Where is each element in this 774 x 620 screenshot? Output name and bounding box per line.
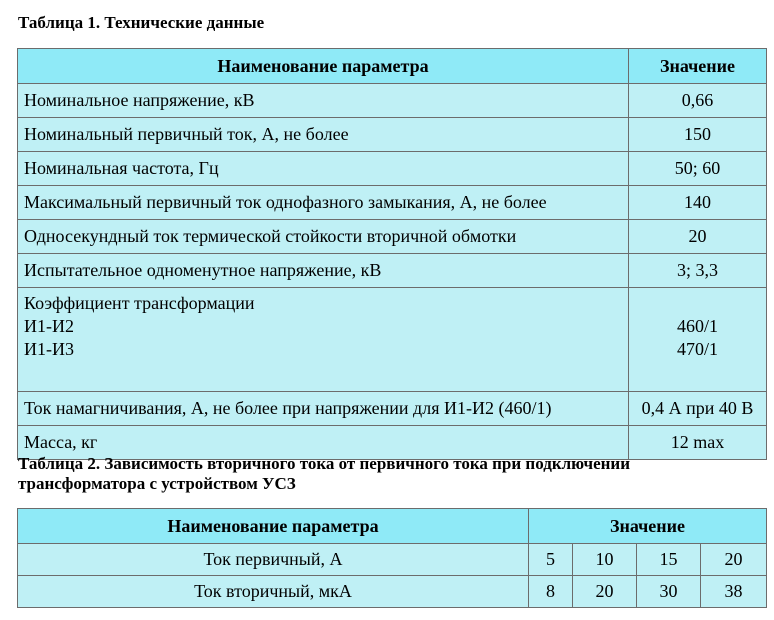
ratio-title: Коэффициент трансформации: [24, 293, 255, 313]
ratio-value-cell: [629, 288, 767, 392]
value-cell: 12 max: [629, 426, 767, 460]
param-cell: Максимальный первичный ток однофазного замыкания, А, не более: [18, 186, 629, 220]
table2-header-row: [18, 509, 767, 544]
value-cell: 50; 60: [629, 152, 767, 186]
table-row: [18, 392, 767, 426]
table1-caption: Таблица 1. Технические данные: [18, 13, 265, 32]
table2-header-value: Значение: [529, 509, 767, 544]
param-cell: Номинальное напряжение, кВ: [18, 84, 629, 118]
param-cell: Ток намагничивания, А, не более при напряжении для И1-И2 (460/1): [18, 392, 629, 426]
value-cell: 20: [629, 220, 767, 254]
param-cell: Односекундный ток термической стойкости вторичной обмотки: [18, 220, 629, 254]
ratio-param-cell: [18, 288, 629, 392]
value-cell: 38: [701, 576, 767, 608]
param-cell: Испытательное одноменутное напряжение, кВ: [18, 254, 629, 288]
table-row: [18, 152, 767, 186]
value-cell: 8: [529, 576, 573, 608]
table-row: [18, 576, 767, 608]
table-row: [18, 186, 767, 220]
param-cell: Номинальный первичный ток, А, не более: [18, 118, 629, 152]
value-cell: 20: [573, 576, 637, 608]
table-row: [18, 220, 767, 254]
value-cell: 150: [629, 118, 767, 152]
table-row: [18, 254, 767, 288]
table1-header-row: [18, 49, 767, 84]
table-row: [18, 544, 767, 576]
ratio-value-2: 470/1: [676, 339, 718, 359]
value-cell: 10: [573, 544, 637, 576]
value-cell: 0,4 А при 40 В: [629, 392, 767, 426]
table2-header-param: Наименование параметра: [18, 509, 529, 544]
table-row: [18, 118, 767, 152]
param-cell: Масса, кг: [18, 426, 629, 460]
value-cell: 5: [529, 544, 573, 576]
table2-caption: Таблица 2. Зависимость вторичного тока от первичного тока при подключении трансформатора с устройством УСЗ: [18, 454, 631, 493]
table1-header-param: Наименование параметра: [18, 49, 629, 84]
value-cell: 140: [629, 186, 767, 220]
technical-data-table: [17, 48, 767, 460]
value-cell: 3; 3,3: [629, 254, 767, 288]
value-cell: 15: [637, 544, 701, 576]
param-cell: Ток первичный, А: [18, 544, 529, 576]
value-cell: 20: [701, 544, 767, 576]
table-row: [18, 84, 767, 118]
param-cell: Номинальная частота, Гц: [18, 152, 629, 186]
value-cell: 30: [637, 576, 701, 608]
ratio-label-2: И1-И3: [24, 339, 74, 359]
param-cell: Ток вторичный, мкА: [18, 576, 529, 608]
ratio-value-1: 460/1: [676, 316, 718, 336]
value-cell: 0,66: [629, 84, 767, 118]
current-dependency-table: [17, 508, 767, 608]
ratio-row: [18, 288, 767, 392]
table1-header-value: Значение: [629, 49, 767, 84]
ratio-label-1: И1-И2: [24, 316, 74, 336]
